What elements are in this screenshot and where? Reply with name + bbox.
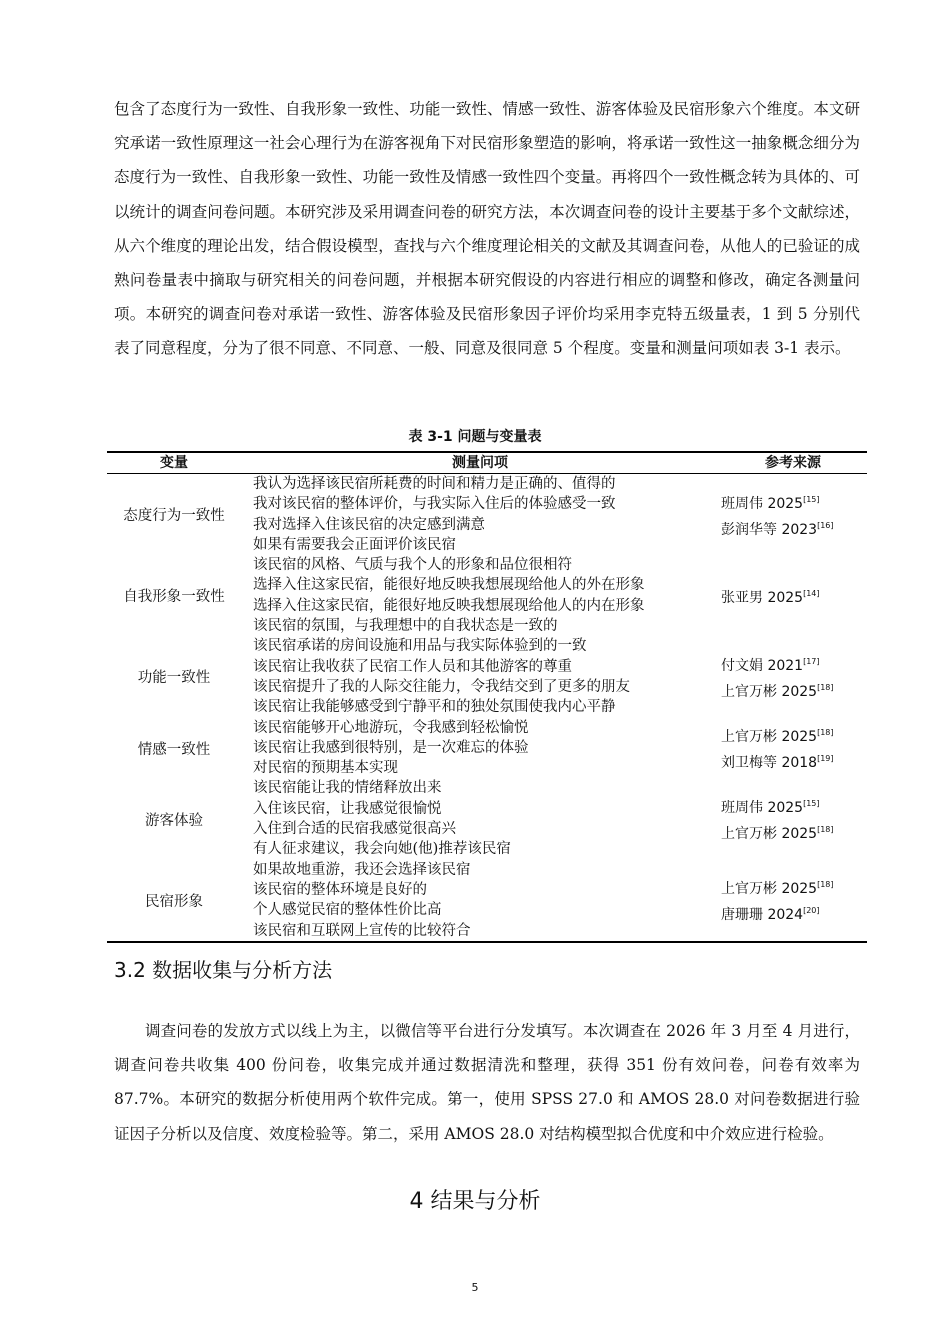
table-row	[107, 555, 867, 636]
citation-number: [16]	[817, 520, 834, 530]
reference-author-year: 刘卫梅等 2018	[721, 755, 818, 771]
table-row	[107, 860, 867, 942]
header-items: 测量问项	[241, 452, 719, 474]
measurement-item: 入住该民宿，让我感觉很愉悦	[253, 800, 442, 817]
reference-sources	[719, 636, 867, 717]
reference-source	[721, 722, 867, 748]
reference-source	[721, 583, 867, 609]
reference-sources	[719, 555, 867, 636]
measurement-item: 对民宿的预期基本实现	[253, 760, 398, 777]
measurement-item: 我对该民宿的整体评价，与我实际入住后的体验感受一致	[253, 496, 616, 513]
measurement-item: 该民宿让我能够感受到宁静平和的独处氛围使我内心平静	[253, 699, 616, 716]
measurement-item: 该民宿让我感到很特别，是一次难忘的体验	[253, 739, 529, 756]
measurement-item: 该民宿提升了我的人际交往能力，令我结交到了更多的朋友	[253, 678, 630, 695]
measurement-item: 个人感觉民宿的整体性价比高	[253, 902, 442, 919]
page-number: 5	[471, 1281, 479, 1294]
reference-author-year: 班周伟 2025	[721, 800, 804, 817]
citation-number: [18]	[817, 880, 834, 890]
table-row	[107, 778, 867, 859]
header-source: 参考来源	[719, 452, 867, 474]
table-caption: 表 3-1 问题与变量表	[408, 429, 542, 445]
citation-number: [18]	[817, 682, 834, 692]
table-row	[107, 636, 867, 717]
reference-sources	[719, 860, 867, 942]
measurement-item: 该民宿承诺的房间设施和用品与我实际体验到的一致	[253, 638, 587, 655]
variable-name: 游客体验	[145, 812, 203, 829]
measurement-item: 该民宿和互联网上宣传的比较符合	[253, 922, 471, 939]
measurement-items	[241, 718, 719, 779]
reference-sources	[719, 474, 867, 556]
table-row	[107, 718, 867, 779]
citation-number: [17]	[803, 656, 820, 666]
reference-source	[721, 489, 867, 515]
measurement-item: 我对选择入住该民宿的决定感到满意	[253, 516, 485, 533]
reference-author-year: 彭润华等 2023	[721, 521, 818, 538]
measurement-item: 选择入住这家民宿，能很好地反映我想展现给他人的内在形象	[253, 597, 645, 614]
reference-author-year: 上官万彬 2025	[721, 826, 818, 843]
reference-source	[721, 819, 867, 845]
citation-number: [14]	[803, 588, 820, 598]
reference-source	[721, 793, 867, 819]
header-variable: 变量	[107, 452, 241, 474]
measurement-item: 我认为选择该民宿所耗费的时间和精力是正确的、值得的	[253, 476, 616, 492]
measurement-items	[241, 474, 719, 556]
measurement-item: 该民宿的氛围，与我理想中的自我状态是一致的	[253, 618, 558, 635]
reference-source	[721, 515, 867, 541]
table-row	[107, 474, 867, 556]
measurement-item: 选择入住这家民宿，能很好地反映我想展现给他人的外在形象	[253, 577, 645, 594]
measurement-items	[241, 555, 719, 636]
reference-sources	[719, 718, 867, 779]
measurement-item: 该民宿让我收获了民宿工作人员和其他游客的尊重	[253, 658, 572, 675]
measurement-item: 该民宿的整体环境是良好的	[253, 881, 427, 898]
reference-author-year: 班周伟 2025	[721, 495, 804, 512]
reference-source	[721, 748, 867, 774]
chapter-heading: 4 结果与分析	[409, 1189, 541, 1214]
reference-author-year: 上官万彬 2025	[721, 881, 818, 898]
citation-number: [15]	[803, 494, 820, 504]
reference-author-year: 张亚男 2025	[721, 589, 804, 606]
measurement-item: 如果故地重游，我还会选择该民宿	[253, 861, 471, 878]
reference-source	[721, 874, 867, 900]
measurement-item: 该民宿的风格、气质与我个人的形象和品位很相符	[253, 557, 572, 574]
reference-author-year: 唐珊珊 2024	[721, 907, 804, 924]
citation-number: [18]	[817, 825, 834, 835]
table-header-row	[107, 452, 867, 474]
reference-source	[721, 900, 867, 926]
variable-table	[107, 451, 867, 943]
measurement-items	[241, 636, 719, 717]
method-paragraph: 调查问卷的发放方式以线上为主，以微信等平台进行分发填写。本次调查在 2026 年 3 月至 4 月进行，调查问卷共收集 400 份问卷，收集完成并通过数据清洗和整理，获得 351 份有效问卷，问卷有效率为 87.7%。本研究的数据分析使用两个软件完成。第一，使用 SPSS 27.0 和 AMOS 28.0 对问卷数据进行验证因子分析以及信度、效度检验等。第二，采用 AMOS 28.0 对结构模型拟合优度和中介效应进行检验。	[114, 1022, 860, 1143]
reference-author-year: 上官万彬 2025	[721, 683, 818, 700]
reference-sources	[719, 778, 867, 859]
citation-number: [15]	[803, 799, 820, 809]
citation-number: [18]	[817, 728, 834, 737]
variable-name: 自我形象一致性	[123, 589, 225, 606]
reference-author-year: 上官万彬 2025	[721, 729, 818, 745]
variable-name: 民宿形象	[107, 860, 241, 942]
measurement-item: 该民宿能够开心地游玩，令我感到轻松愉悦	[253, 719, 529, 736]
measurement-item: 如果有需要我会正面评价该民宿	[253, 536, 456, 553]
reference-author-year: 付文娟 2021	[721, 657, 804, 674]
variable-name: 态度行为一致性	[123, 508, 225, 525]
measurement-items	[241, 860, 719, 942]
measurement-item: 该民宿能让我的情绪释放出来	[253, 780, 442, 797]
variable-name: 情感一致性	[137, 741, 211, 758]
variable-name: 功能一致性	[137, 670, 211, 687]
reference-source	[721, 677, 867, 703]
measurement-items	[241, 778, 719, 859]
measurement-item: 有人征求建议，我会向她(他)推荐该民宿	[253, 841, 511, 858]
reference-source	[721, 651, 867, 677]
section-heading: 3.2 数据收集与分析方法	[114, 958, 333, 982]
citation-number: [20]	[803, 906, 820, 916]
citation-number: [19]	[817, 754, 834, 763]
measurement-item: 入住到合适的民宿我感觉很高兴	[253, 821, 456, 838]
intro-paragraph: 包含了态度行为一致性、自我形象一致性、功能一致性、情感一致性、游客体验及民宿形象六个维度。本文研究承诺一致性原理这一社会心理行为在游客视角下对民宿形象塑造的影响，将承诺一致性这一抽象概念细分为态度行为一致性、自我形象一致性、功能一致性及情感一致性四个变量。再将四个一致性概念转为具体的、可以统计的调查问卷问题。本研究涉及采用调查问卷的研究方法，本次调查问卷的设计主要基于多个文献综述，从六个维度的理论出发，结合假设模型，查找与六个维度理论相关的文献及其调查问卷，从他人的已验证的成熟问卷量表中摘取与研究相关的问卷问题，并根据本研究假设的内容进行相应的调整和修改，确定各测量问项。本研究的调查问卷对承诺一致性、游客体验及民宿形象因子评价均采用李克特五级量表，1 到 5 分别代表了同意程度，分为了很不同意、不同意、一般、同意及很同意 5 个程度。变量和测量问项如表 3-1 表示。	[114, 100, 860, 358]
